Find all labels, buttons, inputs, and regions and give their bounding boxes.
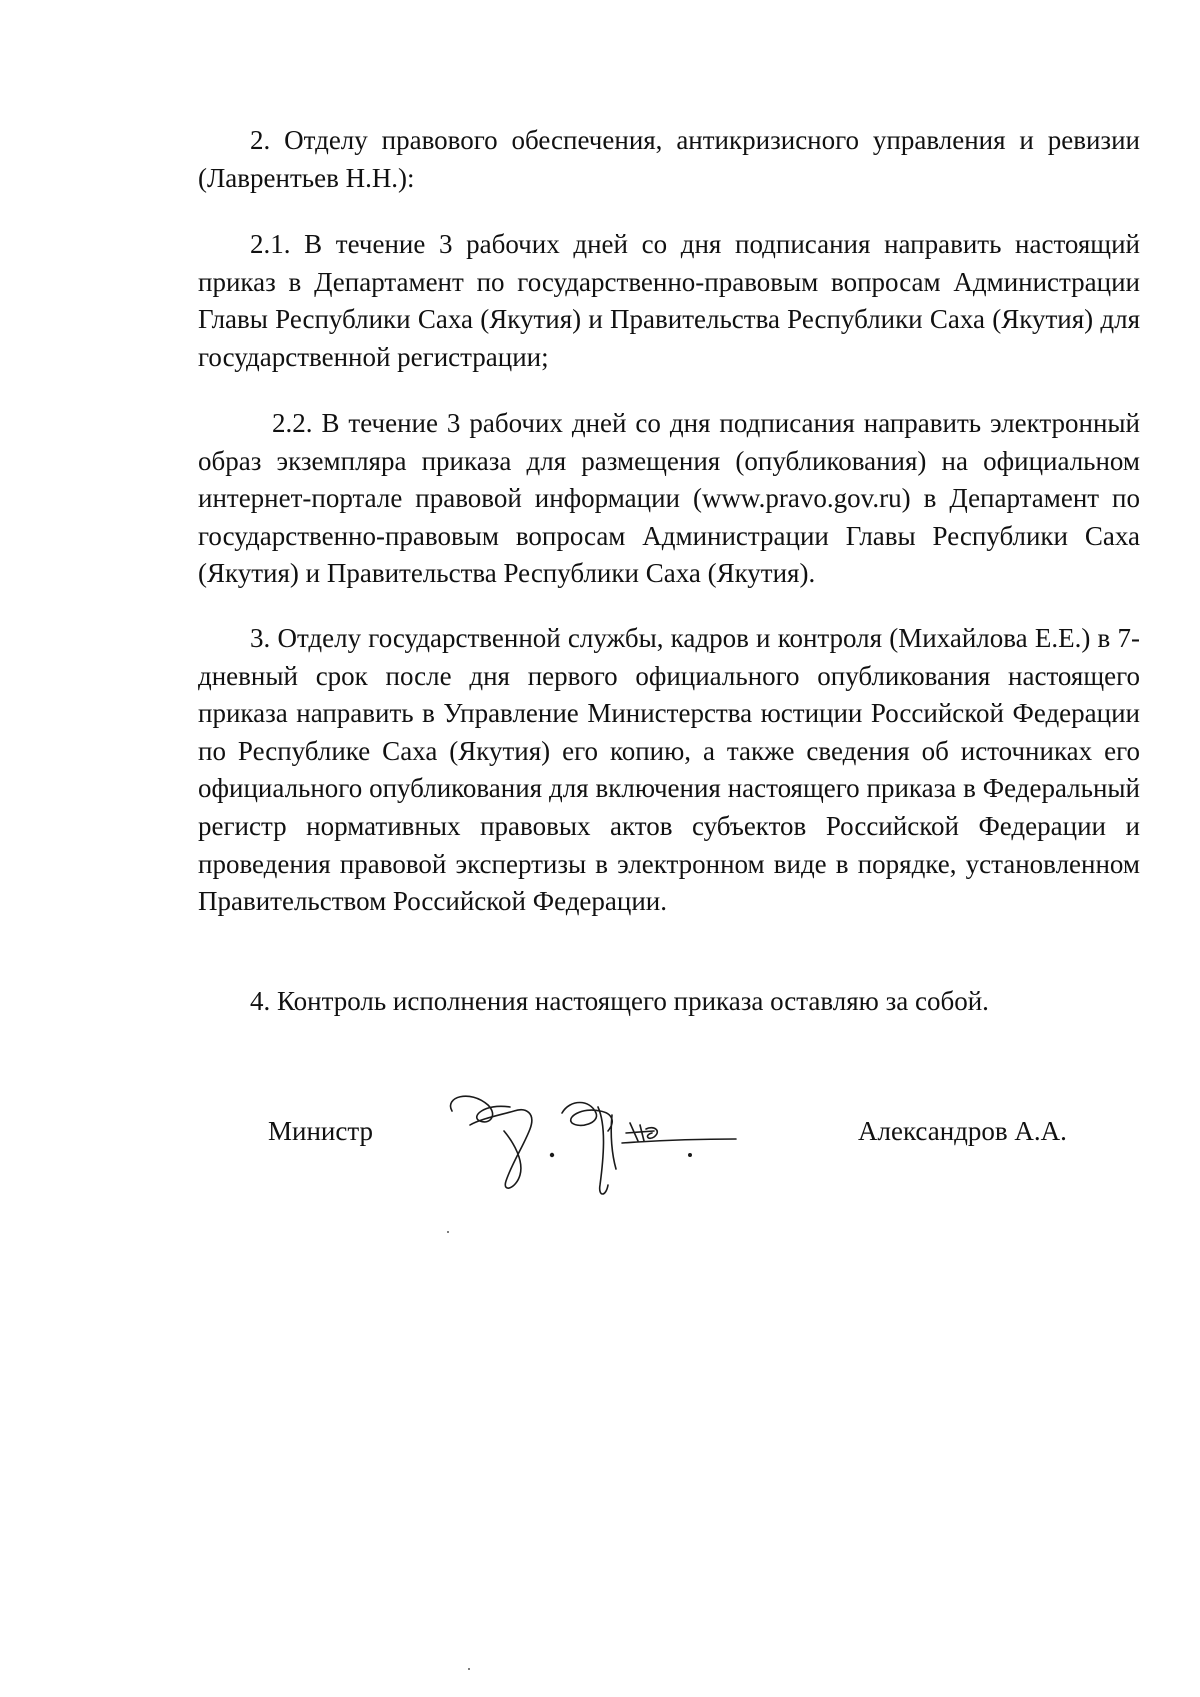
signatory-name: Александров А.А. (858, 1116, 1067, 1146)
paragraph-2: 2. Отделу правового обеспечения, антикризисного управления и ревизии (Лаврентьев Н.Н.): (198, 125, 1140, 193)
handwritten-signature-icon (440, 1085, 760, 1205)
paragraph-4: 4. Контроль исполнения настоящего приказа оставляю за собой. (250, 986, 989, 1016)
scan-speck (468, 1668, 470, 1670)
paragraph-3: 3. Отделу государственной службы, кадров и контроля (Михайлова Е.Е.) в 7-дневный срок после дня первого официального опубликования настоящего приказа направить в Управление Министерства юстиции Российской Федерации по Республике Саха (Якутия) его копию, а также сведения об источниках его официального опубликования для включения настоящего приказа в Федеральный регистр нормативных правовых актов субъектов Российской Федерации и проведения правовой экспертизы в электронном виде в порядке, установленном Правительством Российской Федерации. (198, 623, 1140, 917)
paragraph-2-1: 2.1. В течение 3 рабочих дней со дня подписания направить настоящий приказ в Департамент по государственно-правовым вопросам Администрации Главы Республики Саха (Якутия) и Правительства Республики Саха (Якутия) для государственной регистрации; (198, 229, 1140, 372)
signatory-title: Министр (268, 1116, 373, 1146)
scan-speck (447, 1231, 449, 1233)
paragraph-2-2: 2.2. В течение 3 рабочих дней со дня подписания направить электронный образ экземпляра приказа для размещения (опубликования) на официальном интернет-портале правовой информации (www.pravo.gov.ru) в Департамент по государственно-правовым вопросам Администрации Главы Республики Саха (Якутия) и Правительства Республики Саха (Якутия). (198, 408, 1140, 589)
